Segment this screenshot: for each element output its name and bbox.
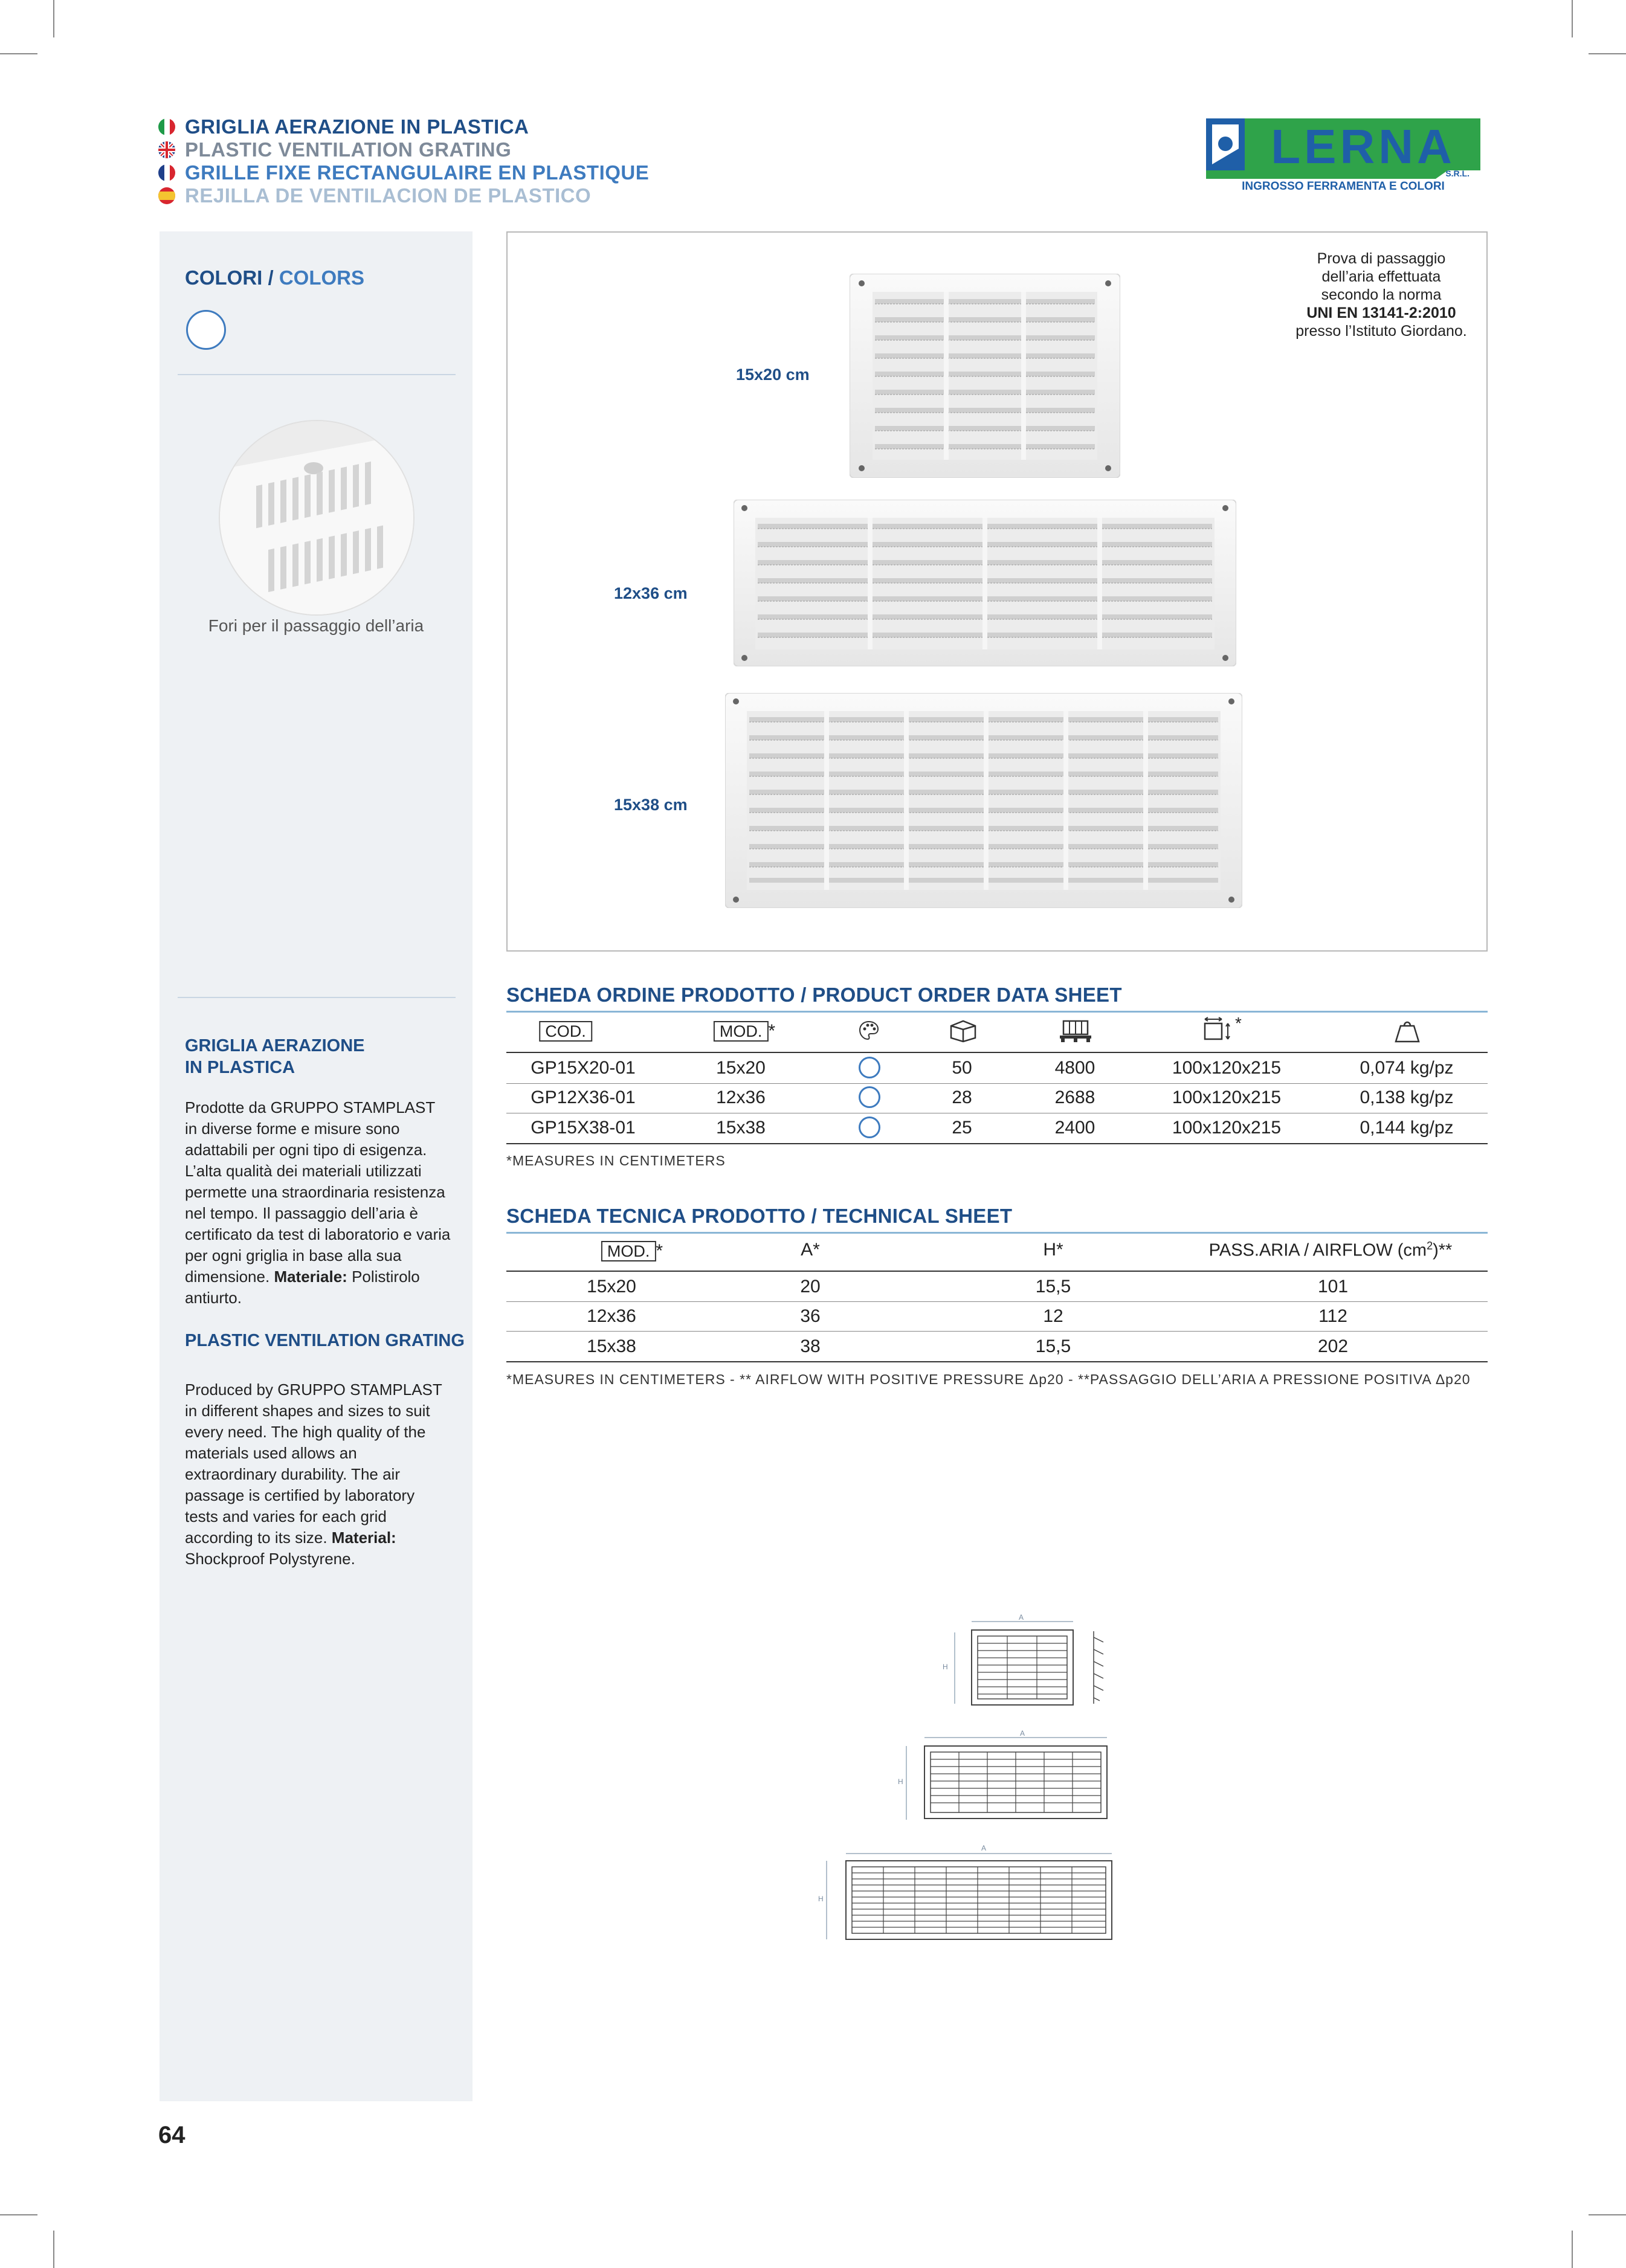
italy-flag-icon	[158, 118, 175, 135]
tech-airflow: 101	[1317, 1277, 1349, 1297]
divider	[178, 374, 456, 375]
tech-mod: 15x38	[587, 1336, 636, 1356]
dim-h-label: H	[943, 1663, 948, 1671]
dim-h-label: H	[898, 1777, 903, 1786]
dimensions-asterisk: *	[1235, 1014, 1242, 1033]
order-pallet-qty: 2688	[1054, 1087, 1095, 1107]
title-en-text: PLASTIC VENTILATION GRATING	[185, 138, 512, 161]
sidebar	[160, 231, 473, 2101]
grill-photo-15x38	[725, 693, 1242, 908]
title-fr-text: GRILLE FIXE RECTANGULAIRE EN PLASTIQUE	[185, 161, 650, 184]
tech-a: 20	[800, 1277, 821, 1297]
it-heading: GRIGLIA AERAZIONE IN PLASTICA	[185, 1036, 365, 1077]
col-mod-header: MOD. *	[714, 1021, 775, 1042]
crop-mark	[53, 0, 54, 37]
en-description: Produced by GRUPPO STAMPLAST in different shapes and sizes to suit every need. The high quality of the materials used allows an extraordinary durability. The air passage is certified by laboratory tests and varies for each grid according to its size. Material: Shockproof Polystyrene.	[185, 1380, 442, 1568]
crop-mark	[1572, 0, 1573, 37]
box-icon	[949, 1019, 978, 1043]
order-header-rule	[506, 1052, 1488, 1053]
france-flag-icon	[158, 164, 175, 181]
order-box-qty: 50	[952, 1058, 972, 1078]
title-es-text: REJILLA DE VENTILACION DE PLASTICO	[185, 184, 592, 207]
crop-mark	[1589, 53, 1626, 54]
order-weight: 0,138 kg/pz	[1360, 1087, 1454, 1107]
divider	[178, 997, 456, 998]
order-sheet-title: SCHEDA ORDINE PRODOTTO / PRODUCT ORDER DATA SHEET	[506, 984, 1122, 1006]
en-heading: PLASTIC VENTILATION GRATING	[185, 1331, 465, 1350]
tech-col-airflow-header: PASS.ARIA / AIRFLOW $(cm^2)**$	[1208, 1240, 1453, 1260]
tech-h: 15,5	[1035, 1336, 1071, 1356]
detail-photo	[219, 420, 415, 616]
tech-sheet-title: SCHEDA TECNICA PRODOTTO / TECHNICAL SHEET	[506, 1205, 1013, 1227]
order-sheet-title-rule	[506, 1011, 1488, 1013]
title-en	[158, 138, 511, 161]
title-fr	[158, 161, 649, 184]
tech-col-a-header: A*	[801, 1240, 820, 1260]
tech-footnote: *MEASURES IN CENTIMETERS - ** AIRFLOW WITH POSITIVE PRESSURE Δp20 - **PASSAGGIO DELL’ARIA A PRESSIONE POSITIVA Δp20	[506, 1371, 1471, 1387]
grill-photo-12x36	[734, 500, 1236, 666]
order-dimensions: 100x120x215	[1172, 1087, 1282, 1107]
tech-mod: 15x20	[587, 1277, 636, 1297]
order-box-qty: 25	[952, 1118, 972, 1138]
lerna-logo	[1206, 118, 1480, 195]
grill-label-12x36: 12x36 cm	[614, 584, 688, 602]
order-weight: 0,074 kg/pz	[1360, 1058, 1454, 1078]
technical-drawing-12x36	[894, 1729, 1112, 1826]
order-pallet-qty: 4800	[1054, 1058, 1095, 1078]
product-photo-frame	[506, 231, 1488, 952]
technical-drawing-15x38	[810, 1843, 1118, 1945]
tech-col-h-header: H*	[1043, 1240, 1063, 1260]
crop-mark	[1589, 2214, 1626, 2215]
tech-a: 36	[800, 1306, 821, 1326]
tech-a: 38	[800, 1336, 821, 1356]
dim-a-label: A	[1020, 1729, 1025, 1738]
tech-col-mod-header: MOD. *	[601, 1241, 663, 1261]
order-cod: GP15X38-01	[531, 1118, 636, 1138]
order-mod: 15x20	[716, 1058, 766, 1078]
row-rule	[506, 1301, 1488, 1302]
pallet-icon	[1059, 1019, 1092, 1043]
technical-drawing-15x20	[943, 1613, 1124, 1710]
order-cod: GP12X36-01	[531, 1087, 636, 1107]
title-it	[158, 115, 529, 138]
crop-mark	[53, 2231, 54, 2268]
crop-mark	[1572, 2231, 1573, 2268]
dimensions-header	[1202, 1016, 1245, 1043]
it-description: Prodotte da GRUPPO STAMPLAST in diverse forme e misure sono adattabili per ogni tipo di esigenza. L’alta qualità dei materiali utilizzati permette una straordinaria resistenza nel tempo. Il passaggio dell’aria è certificato da test di laboratorio e varia per ogni griglia in base alla sua dimensione. Materiale: Polistirolo antiurto.	[185, 1098, 451, 1307]
color-dot-white	[859, 1086, 880, 1108]
logo-tagline: INGROSSO FERRAMENTA E COLORI	[1242, 180, 1445, 193]
tech-airflow: 112	[1318, 1306, 1347, 1326]
color-dot-white	[859, 1116, 880, 1138]
crop-mark	[0, 2214, 37, 2215]
palette-icon	[858, 1020, 880, 1042]
grill-label-15x38: 15x38 cm	[614, 796, 688, 814]
colors-heading: COLORI / COLORS	[185, 266, 365, 289]
dim-a-label: A	[1019, 1613, 1024, 1622]
order-weight: 0,144 kg/pz	[1360, 1118, 1454, 1138]
order-box-qty: 28	[952, 1087, 972, 1107]
weight-icon	[1393, 1020, 1421, 1043]
detail-caption: Fori per il passaggio dell’aria	[208, 616, 424, 635]
grill-photo-15x20	[850, 274, 1120, 478]
order-mod: 12x36	[716, 1087, 766, 1107]
uk-flag-icon	[158, 141, 175, 158]
svg-text:S.R.L.: S.R.L.	[1445, 169, 1470, 178]
tech-h: 12	[1043, 1306, 1063, 1326]
dimensions-icon	[1202, 1016, 1234, 1043]
dim-a-label: A	[981, 1844, 987, 1852]
color-swatch-white[interactable]	[186, 310, 226, 350]
crop-mark	[0, 53, 37, 54]
page-number: 64	[158, 2122, 186, 2148]
svg-text:LERNA: LERNA	[1271, 120, 1456, 173]
tech-h: 15,5	[1035, 1277, 1071, 1297]
col-cod-header: COD.	[539, 1021, 592, 1042]
row-rule	[506, 1083, 1488, 1084]
spain-flag-icon	[158, 187, 175, 204]
order-dimensions: 100x120x215	[1172, 1118, 1282, 1138]
airflow-test-note: Prova di passaggio dell’aria effettuata secondo la norma UNI EN 13141-2:2010 presso l’Istituto Giordano.	[1295, 250, 1467, 340]
order-bottom-rule	[506, 1143, 1488, 1144]
tech-sheet-title-rule	[506, 1232, 1488, 1234]
order-mod: 15x38	[716, 1118, 766, 1138]
tech-airflow: 202	[1317, 1336, 1349, 1356]
order-dimensions: 100x120x215	[1172, 1058, 1282, 1078]
tech-header-rule	[506, 1271, 1488, 1272]
row-rule	[506, 1331, 1488, 1332]
dim-h-label: H	[818, 1895, 824, 1903]
order-footnote: *MEASURES IN CENTIMETERS	[506, 1153, 726, 1168]
grill-label-15x20: 15x20 cm	[736, 366, 810, 384]
title-es	[158, 184, 591, 207]
tech-bottom-rule	[506, 1361, 1488, 1362]
color-dot-white	[859, 1057, 880, 1078]
order-cod: GP15X20-01	[531, 1058, 636, 1078]
order-pallet-qty: 2400	[1054, 1118, 1095, 1138]
title-it-text: GRIGLIA AERAZIONE IN PLASTICA	[185, 115, 529, 138]
tech-mod: 12x36	[587, 1306, 636, 1326]
